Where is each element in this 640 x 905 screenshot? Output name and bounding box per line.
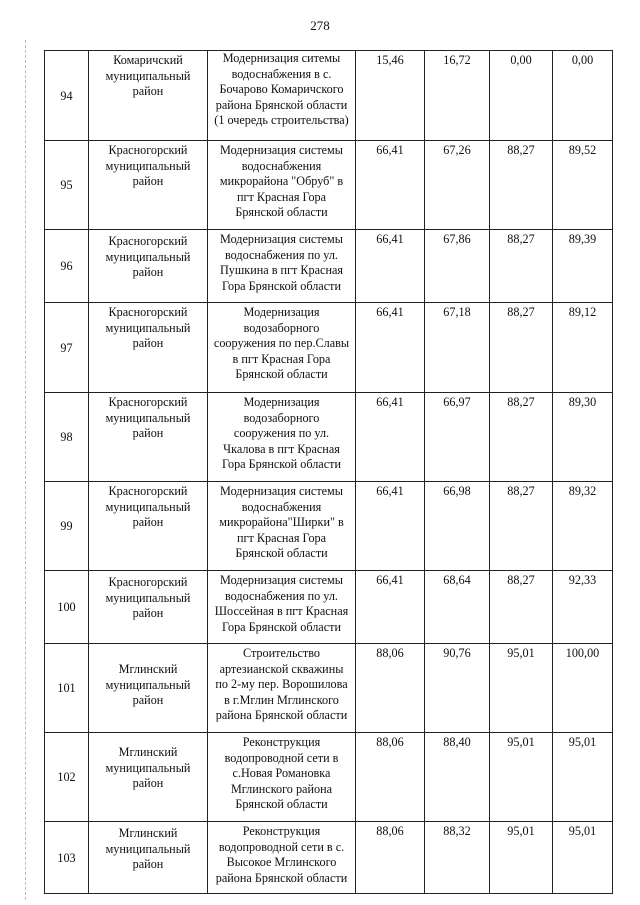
value-col-4: 100,00 <box>553 644 613 733</box>
value-col-2: 88,32 <box>425 822 490 894</box>
value-col-3: 88,27 <box>490 303 553 393</box>
project-description: Модернизация системы водоснабжения по ул. Шоссейная в пгт Красная Гора Брянской области <box>214 573 349 634</box>
value-col-4: 0,00 <box>553 51 613 141</box>
district-name: Мглинский муниципальный район <box>105 826 191 871</box>
row-number: 101 <box>45 644 89 733</box>
value-col-1: 88,06 <box>356 733 425 822</box>
value-col-2: 90,76 <box>425 644 490 733</box>
value-col-4: 95,01 <box>553 822 613 894</box>
table-row <box>45 393 613 482</box>
table-row <box>45 303 613 393</box>
value-col-2: 66,98 <box>425 482 490 571</box>
value-col-4: 92,33 <box>553 571 613 644</box>
table-row <box>45 571 613 644</box>
table-row <box>45 141 613 230</box>
value-col-1: 66,41 <box>356 230 425 303</box>
project-description: Модернизация водозаборного сооружения по ул. Чкалова в пгт Красная Гора Брянской области <box>222 395 341 471</box>
value-col-1: 66,41 <box>356 482 425 571</box>
value-col-2: 88,40 <box>425 733 490 822</box>
value-col-2: 67,26 <box>425 141 490 230</box>
district-name: Красногорский муниципальный район <box>105 395 191 440</box>
value-col-3: 88,27 <box>490 230 553 303</box>
value-col-3: 95,01 <box>490 733 553 822</box>
value-col-3: 88,27 <box>490 141 553 230</box>
project-description: Модернизация водозаборного сооружения по пер.Славы в пгт Красная Гора Брянской области <box>213 305 350 381</box>
value-col-1: 88,06 <box>356 644 425 733</box>
project-description: Реконструкция водопроводной сети в с.Новая Романовка Мглинского района Брянской области <box>224 735 339 811</box>
row-number: 100 <box>45 571 89 644</box>
value-col-1: 66,41 <box>356 303 425 393</box>
district-name: Красногорский муниципальный район <box>105 575 191 620</box>
row-number: 102 <box>45 733 89 822</box>
project-description: Строительство артезианской скважины по 2-му пер. Ворошилова в г.Мглин Мглинского района Брянской области <box>215 646 348 722</box>
row-number: 103 <box>45 822 89 894</box>
district-name: Красногорский муниципальный район <box>105 234 191 279</box>
table-row <box>45 822 613 894</box>
project-description: Реконструкция водопроводной сети в с. Высокое Мглинского района Брянской области <box>215 824 348 885</box>
value-col-4: 89,12 <box>553 303 613 393</box>
row-number: 96 <box>45 230 89 303</box>
value-col-1: 66,41 <box>356 393 425 482</box>
district-name: Мглинский муниципальный район <box>105 745 191 790</box>
district-name: Комаричский муниципальный район <box>105 53 191 98</box>
value-col-4: 89,39 <box>553 230 613 303</box>
value-col-2: 16,72 <box>425 51 490 141</box>
table-row <box>45 482 613 571</box>
table-row <box>45 51 613 141</box>
value-col-2: 67,18 <box>425 303 490 393</box>
table-row <box>45 644 613 733</box>
value-col-2: 66,97 <box>425 393 490 482</box>
value-col-1: 66,41 <box>356 141 425 230</box>
value-col-3: 88,27 <box>490 571 553 644</box>
water-supply-table <box>44 50 613 894</box>
value-col-1: 66,41 <box>356 571 425 644</box>
value-col-1: 15,46 <box>356 51 425 141</box>
value-col-2: 68,64 <box>425 571 490 644</box>
value-col-4: 89,32 <box>553 482 613 571</box>
table-row <box>45 230 613 303</box>
district-name: Красногорский муниципальный район <box>105 305 191 350</box>
row-number: 99 <box>45 482 89 571</box>
district-name: Красногорский муниципальный район <box>105 484 191 529</box>
row-number: 95 <box>45 141 89 230</box>
value-col-4: 95,01 <box>553 733 613 822</box>
district-name: Мглинский муниципальный район <box>105 662 191 707</box>
project-description: Модернизация системы водоснабжения микрорайона "Обруб" в пгт Красная Гора Брянской области <box>219 143 344 219</box>
value-col-1: 88,06 <box>356 822 425 894</box>
page-number: 278 <box>310 18 330 33</box>
project-description: Модернизация системы водоснабжения микрорайона"Ширки" в пгт Красная Гора Брянской области <box>219 484 344 560</box>
value-col-3: 88,27 <box>490 482 553 571</box>
project-description: Модернизация ситемы водоснабжения в с. Бочарово Комаричского района Брянской области (1 очередь строительства) <box>214 51 349 127</box>
value-col-3: 95,01 <box>490 822 553 894</box>
value-col-3: 95,01 <box>490 644 553 733</box>
row-number: 98 <box>45 393 89 482</box>
row-number: 94 <box>45 51 89 141</box>
project-description: Модернизация системы водоснабжения по ул. Пушкина в пгт Красная Гора Брянской области <box>220 232 343 293</box>
value-col-2: 67,86 <box>425 230 490 303</box>
table-row <box>45 733 613 822</box>
value-col-3: 0,00 <box>490 51 553 141</box>
binding-margin-line <box>25 40 26 900</box>
district-name: Красногорский муниципальный район <box>105 143 191 188</box>
value-col-3: 88,27 <box>490 393 553 482</box>
row-number: 97 <box>45 303 89 393</box>
value-col-4: 89,52 <box>553 141 613 230</box>
value-col-4: 89,30 <box>553 393 613 482</box>
